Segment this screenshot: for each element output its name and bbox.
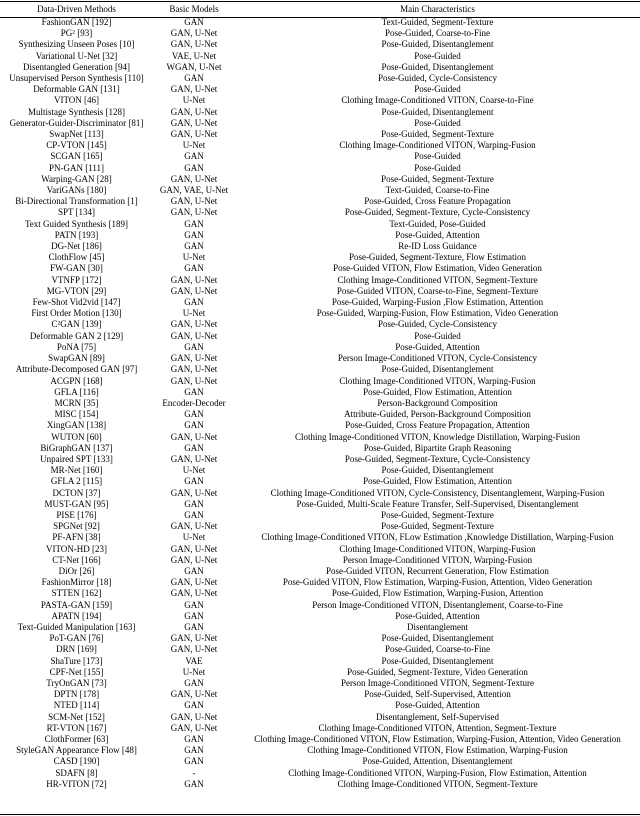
- basic-models-cell: GAN: [184, 756, 204, 767]
- method-cell: PISE [176]: [56, 509, 97, 520]
- table-body: [0, 17, 640, 790]
- table-row: [0, 476, 640, 487]
- method-cell: Few-Shot Vid2vid [147]: [32, 297, 121, 308]
- basic-models-cell: GAN, U-Net: [170, 453, 218, 464]
- basic-models-cell: GAN: [184, 263, 204, 274]
- method-cell: Attribute-Decomposed GAN [97]: [15, 364, 138, 375]
- characteristics-cell: Disentanglement, Self-Supervised: [376, 711, 499, 722]
- method-cell: Deformable GAN [131]: [33, 84, 120, 95]
- table-row: [0, 207, 640, 218]
- basic-models-cell: GAN, U-Net: [170, 722, 218, 733]
- method-cell: Generator-Guider-Discriminator [81]: [9, 117, 144, 128]
- characteristics-cell: Pose-Guided, Disentanglement: [381, 465, 494, 476]
- characteristics-cell: Pose-Guided, Attention: [395, 610, 480, 621]
- characteristics-cell: Clothing Image-Conditioned VITON, FLow Estimation ,Knowledge Distillation, Warping-Fusion: [261, 532, 614, 543]
- characteristics-cell: Pose-Guided, Attention: [395, 700, 480, 711]
- method-cell: BiGraphGAN [137]: [40, 442, 113, 453]
- characteristics-cell: Person-Background Composition: [377, 397, 498, 408]
- characteristics-cell: Pose-Guided, Attention, Disentanglement: [362, 756, 513, 767]
- method-cell: Unsupervised Person Synthesis [110]: [9, 73, 144, 84]
- table-row: [0, 420, 640, 431]
- method-cell: ShaTure [173]: [50, 655, 103, 666]
- method-cell: APATN [194]: [51, 610, 102, 621]
- characteristics-cell: Pose-Guided, Disentanglement: [381, 364, 494, 375]
- characteristics-cell: Pose-Guided, Segment-Texture: [381, 173, 494, 184]
- basic-models-cell: GAN: [184, 677, 204, 688]
- header-row: [0, 2, 640, 17]
- characteristics-cell: Pose-Guided, Flow Estimation, Warping-Fusion, Attention: [331, 588, 544, 599]
- characteristics-cell: Pose-Guided: [414, 162, 461, 173]
- basic-models-cell: GAN, U-Net: [170, 644, 218, 655]
- method-cell: FW-GAN [30]: [50, 263, 103, 274]
- method-cell: SwapGAN [89]: [48, 353, 105, 364]
- basic-models-cell: GAN, U-Net: [170, 285, 218, 296]
- basic-models-cell: GAN, U-Net: [170, 554, 218, 565]
- characteristics-cell: Person Image-Conditioned VITON, Disentanglement, Coarse-to-Fine: [312, 599, 563, 610]
- method-cell: CT-Net [166]: [52, 554, 101, 565]
- table-row: [0, 107, 640, 118]
- table-row: [0, 174, 640, 185]
- characteristics-cell: Pose-Guided, Attention: [395, 229, 480, 240]
- method-cell: PoNA [75]: [56, 341, 97, 352]
- table-row: [0, 353, 640, 364]
- basic-models-cell: GAN: [184, 621, 204, 632]
- basic-models-cell: GAN, U-Net: [170, 274, 218, 285]
- method-cell: GFLA [116]: [54, 386, 99, 397]
- basic-models-cell: GAN: [184, 700, 204, 711]
- table-row: [0, 745, 640, 756]
- method-cell: CP-VTON [145]: [46, 140, 107, 151]
- table-row: [0, 342, 640, 353]
- method-cell: VariGANs [180]: [46, 185, 107, 196]
- method-cell: FashionGAN [192]: [41, 17, 112, 27]
- method-cell: XingGAN [138]: [46, 420, 107, 431]
- method-cell: Variational U-Net [32]: [35, 50, 118, 61]
- basic-models-cell: GAN: [184, 565, 204, 576]
- characteristics-cell: Attribute-Guided, Person-Background Composition: [344, 409, 531, 420]
- characteristics-cell: Text-Guided, Pose-Guided: [389, 218, 486, 229]
- method-cell: SCGAN [165]: [50, 151, 103, 162]
- method-cell: TryOnGAN [73]: [46, 677, 107, 688]
- characteristics-cell: Pose-Guided, Disentanglement: [381, 61, 494, 72]
- basic-models-cell: GAN, U-Net: [170, 431, 218, 442]
- basic-models-cell: GAN, U-Net: [170, 711, 218, 722]
- basic-models-cell: GAN: [184, 17, 204, 27]
- method-cell: VITON [46]: [53, 95, 100, 106]
- characteristics-cell: Pose-Guided: [414, 50, 461, 61]
- characteristics-cell: Pose-Guided, Cross Feature Propagation: [364, 196, 511, 207]
- characteristics-cell: Pose-Guided, Bipartite Graph Reasoning: [363, 442, 512, 453]
- table-row: [0, 275, 640, 286]
- table-row: [0, 84, 640, 95]
- method-cell: DG-Net [186]: [51, 241, 102, 252]
- basic-models-cell: WGAN, U-Net: [166, 61, 222, 72]
- basic-models-cell: GAN: [184, 498, 204, 509]
- method-cell: DRN [169]: [56, 644, 97, 655]
- basic-models-cell: GAN: [184, 218, 204, 229]
- table-row: [0, 387, 640, 398]
- characteristics-cell: Pose-Guided, Segment-Texture: [381, 521, 494, 532]
- characteristics-cell: Pose-Guided, Flow Estimation, Attention: [363, 476, 512, 487]
- characteristics-cell: Pose-Guided: [414, 84, 461, 95]
- characteristics-cell: Clothing Image-Conditioned VITON, Attention, Segment-Texture: [318, 722, 557, 733]
- table-row: [0, 656, 640, 667]
- method-cell: MUST-GAN [95]: [44, 498, 109, 509]
- characteristics-cell: Re-ID Loss Guidance: [398, 241, 477, 252]
- basic-models-cell: GAN, U-Net: [170, 39, 218, 50]
- table-row: [0, 644, 640, 655]
- characteristics-cell: Clothing Image-Conditioned VITON, Flow Estimation, Warping-Fusion, Attention, Video Generation: [254, 734, 621, 744]
- table-row: [0, 185, 640, 196]
- table-row: [0, 308, 640, 319]
- basic-models-cell: GAN: [184, 599, 204, 610]
- basic-models-cell: GAN, U-Net: [170, 521, 218, 532]
- basic-models-cell: GAN: [184, 151, 204, 162]
- characteristics-cell: Pose-Guided, Cross Feature Propagation, Attention: [345, 420, 530, 431]
- method-cell: VITON-HD [23]: [45, 543, 108, 554]
- table-row: [0, 577, 640, 588]
- method-cell: GFLA 2 [115]: [50, 476, 103, 487]
- basic-models-cell: GAN, U-Net: [170, 28, 218, 39]
- characteristics-cell: Text-Guided, Segment-Texture: [381, 17, 494, 27]
- header-basic-models: Basic Models: [169, 4, 219, 14]
- basic-models-cell: U-Net: [182, 252, 206, 263]
- method-cell: MISC [154]: [54, 409, 99, 420]
- method-cell: STTEN [162]: [51, 588, 102, 599]
- characteristics-cell: Clothing Image-Conditioned VITON, Knowledge Distillation, Warping-Fusion: [294, 431, 580, 442]
- basic-models-cell: GAN: [184, 420, 204, 431]
- table-row: [0, 319, 640, 330]
- table-row: [0, 521, 640, 532]
- characteristics-cell: Disentanglement: [407, 621, 468, 632]
- characteristics-cell: Pose-Guided VITON, Flow Estimation, Warping-Fusion, Attention, Video Generation: [282, 577, 593, 588]
- table-row: [0, 678, 640, 689]
- table-row: [0, 566, 640, 577]
- basic-models-cell: GAN, U-Net: [170, 633, 218, 644]
- characteristics-cell: Pose-Guided, Disentanglement: [381, 633, 494, 644]
- basic-models-cell: GAN, U-Net: [170, 543, 218, 554]
- method-cell: PASTA-GAN [159]: [40, 599, 113, 610]
- method-cell: Disentangled Generation [94]: [23, 61, 130, 72]
- basic-models-cell: U-Net: [182, 465, 206, 476]
- method-cell: MCRN [35]: [54, 397, 99, 408]
- table-row: [0, 712, 640, 723]
- characteristics-cell: Clothing Image-Conditioned VITON, Warping-Fusion: [339, 543, 536, 554]
- characteristics-cell: Pose-Guided: [414, 117, 461, 128]
- basic-models-cell: U-Net: [182, 666, 206, 677]
- table-row: [0, 364, 640, 375]
- method-cell: C²GAN [139]: [51, 319, 102, 330]
- method-cell: SDAFN [8]: [55, 767, 98, 778]
- characteristics-cell: Pose-Guided, Segment-Texture: [381, 129, 494, 140]
- characteristics-cell: Clothing Image-Conditioned VITON, Warping-Fusion, Flow Estimation, Attention: [288, 767, 587, 778]
- table-row: [0, 465, 640, 476]
- table-row: [0, 768, 640, 779]
- method-cell: MR-Net [160]: [50, 465, 103, 476]
- characteristics-cell: Pose-Guided, Segment-Texture, Flow Estimation: [348, 252, 527, 263]
- table-row: [0, 219, 640, 230]
- method-cell: ClothFlow [45]: [48, 252, 105, 263]
- basic-models-cell: GAN, U-Net: [170, 106, 218, 117]
- table-row: [0, 398, 640, 409]
- method-cell: SPT [134]: [57, 207, 96, 218]
- characteristics-cell: Pose-Guided, Cycle-Consistency: [378, 319, 497, 330]
- method-cell: Multistage Synthesis [128]: [28, 106, 125, 117]
- characteristics-cell: Pose-Guided VITON, Coarse-to-Fine, Segment-Texture: [336, 285, 539, 296]
- basic-models-cell: GAN, U-Net: [170, 353, 218, 364]
- basic-models-cell: GAN: [184, 341, 204, 352]
- method-cell: SwapNet [113]: [49, 129, 104, 140]
- characteristics-cell: Pose-Guided, Flow Estimation, Attention: [363, 386, 512, 397]
- table-row: [0, 230, 640, 241]
- characteristics-cell: Pose-Guided, Warping-Fusion, Flow Estimation, Video Generation: [316, 308, 559, 319]
- characteristics-cell: Pose-Guided, Self-Supervised, Attention: [364, 689, 511, 700]
- method-cell: SCM-Net [152]: [48, 711, 105, 722]
- basic-models-cell: GAN: [184, 229, 204, 240]
- method-cell: PoT-GAN [76]: [49, 633, 104, 644]
- method-cell: DCTON [37]: [52, 487, 101, 498]
- basic-models-cell: GAN, U-Net: [170, 487, 218, 498]
- characteristics-cell: Pose-Guided VITON, Flow Estimation, Video Generation: [333, 263, 542, 274]
- table-row: [0, 376, 640, 387]
- method-cell: PN-GAN [111]: [48, 162, 105, 173]
- table-row: [0, 600, 640, 611]
- method-cell: Bi-Directional Transformation [1]: [15, 196, 138, 207]
- characteristics-cell: Clothing Image-Conditioned VITON, Segment-Texture: [337, 778, 538, 789]
- method-cell: VTNFP [172]: [51, 274, 102, 285]
- method-cell: First Order Motion [130]: [31, 308, 122, 319]
- table-row: [0, 140, 640, 151]
- basic-models-cell: GAN, U-Net: [170, 196, 218, 207]
- basic-models-cell: GAN: [184, 509, 204, 520]
- table-row: [0, 555, 640, 566]
- table-row: [0, 622, 640, 633]
- table-row: [0, 510, 640, 521]
- basic-models-cell: GAN, U-Net: [170, 689, 218, 700]
- method-cell: Text-Guided Manipulation [163]: [17, 621, 136, 632]
- methods-table: [0, 2, 640, 790]
- characteristics-cell: Pose-Guided, Multi-Scale Feature Transfer, Self-Supervised, Disentanglement: [296, 498, 579, 509]
- characteristics-cell: Pose-Guided, Segment-Texture, Video Generation: [347, 666, 528, 677]
- method-cell: NTED [114]: [53, 700, 100, 711]
- basic-models-cell: GAN: [184, 297, 204, 308]
- table-row: [0, 689, 640, 700]
- characteristics-cell: Pose-Guided, Coarse-to-Fine: [385, 28, 490, 39]
- table-row: [0, 499, 640, 510]
- table-row: [0, 700, 640, 711]
- basic-models-cell: -: [192, 767, 196, 778]
- method-cell: PF-AFN [38]: [52, 532, 101, 543]
- table-row: [0, 532, 640, 543]
- basic-models-cell: GAN: [184, 610, 204, 621]
- basic-models-cell: U-Net: [182, 95, 206, 106]
- method-cell: StyleGAN Appearance Flow [48]: [16, 745, 137, 756]
- basic-models-cell: GAN, VAE, U-Net: [159, 185, 229, 196]
- characteristics-cell: Pose-Guided, Cycle-Consistency: [378, 73, 497, 84]
- method-cell: Synthesizing Unseen Poses [10]: [18, 39, 135, 50]
- method-cell: Warping-GAN [28]: [41, 173, 112, 184]
- table-row: [0, 667, 640, 678]
- method-cell: Deformable GAN 2 [129]: [29, 330, 124, 341]
- table-row: [0, 286, 640, 297]
- method-cell: MG-VTON [29]: [46, 285, 107, 296]
- table-row: [0, 28, 640, 39]
- basic-models-cell: U-Net: [182, 140, 206, 151]
- basic-models-cell: U-Net: [182, 308, 206, 319]
- characteristics-cell: Clothing Image-Conditioned VITON, Segment-Texture: [337, 274, 538, 285]
- basic-models-cell: Encoder-Decoder: [162, 397, 226, 408]
- method-cell: CASD [190]: [53, 756, 100, 767]
- basic-models-cell: GAN, U-Net: [170, 129, 218, 140]
- table-row: [0, 443, 640, 454]
- table-row: [0, 17, 640, 28]
- characteristics-cell: Pose-Guided: [414, 330, 461, 341]
- characteristics-cell: Pose-Guided, Disentanglement: [381, 106, 494, 117]
- basic-models-cell: GAN, U-Net: [170, 319, 218, 330]
- method-cell: DPTN [178]: [53, 689, 100, 700]
- basic-models-cell: GAN: [184, 442, 204, 453]
- table-row: [0, 118, 640, 129]
- header-methods: Data-Driven Methods: [37, 4, 116, 14]
- table-row: [0, 611, 640, 622]
- table-row: [0, 252, 640, 263]
- basic-models-cell: GAN, U-Net: [170, 207, 218, 218]
- method-cell: DiOr [26]: [58, 565, 95, 576]
- method-cell: ClothFormer [63]: [44, 734, 109, 744]
- basic-models-cell: GAN: [184, 386, 204, 397]
- table-row: [0, 51, 640, 62]
- basic-models-cell: GAN: [184, 745, 204, 756]
- characteristics-cell: Text-Guided, Coarse-to-Fine: [385, 185, 490, 196]
- characteristics-cell: Pose-Guided, Segment-Texture: [381, 509, 494, 520]
- method-cell: Text Guided Synthesis [189]: [24, 218, 129, 229]
- characteristics-cell: Clothing Image-Conditioned VITON, Warping-Fusion: [339, 375, 536, 386]
- method-cell: ACGPN [168]: [50, 375, 103, 386]
- table-row: [0, 331, 640, 342]
- characteristics-cell: Pose-Guided, Disentanglement: [381, 655, 494, 666]
- method-cell: PATN [193]: [54, 229, 99, 240]
- basic-models-cell: GAN, U-Net: [170, 173, 218, 184]
- table-row: [0, 196, 640, 207]
- table-row: [0, 488, 640, 499]
- basic-models-cell: GAN, U-Net: [170, 330, 218, 341]
- method-cell: RT-VTON [167]: [46, 722, 107, 733]
- method-cell: PG² [93]: [60, 28, 93, 39]
- table-row: [0, 151, 640, 162]
- basic-models-cell: VAE: [185, 655, 203, 666]
- table-bottom-rule: [0, 814, 640, 815]
- table-row: [0, 723, 640, 734]
- basic-models-cell: U-Net: [182, 532, 206, 543]
- table-row: [0, 779, 640, 790]
- table-row: [0, 544, 640, 555]
- table-row: [0, 756, 640, 767]
- characteristics-cell: Pose-Guided, Segment-Texture, Cycle-Consistency: [344, 207, 531, 218]
- characteristics-cell: Pose-Guided, Attention: [395, 341, 480, 352]
- basic-models-cell: GAN: [184, 73, 204, 84]
- characteristics-cell: Person Image-Conditioned VITON, Segment-Texture: [341, 677, 534, 688]
- basic-models-cell: GAN: [184, 162, 204, 173]
- header-main-characteristics: Main Characteristics: [400, 4, 475, 14]
- method-cell: Unpaired SPT [133]: [40, 453, 113, 464]
- basic-models-cell: GAN: [184, 241, 204, 252]
- basic-models-cell: GAN: [184, 409, 204, 420]
- characteristics-cell: Clothing Image-Conditioned VITON, Coarse-to-Fine: [341, 95, 534, 106]
- table-row: [0, 454, 640, 465]
- method-cell: CPF-Net [155]: [49, 666, 104, 677]
- table-row: [0, 432, 640, 443]
- characteristics-cell: Clothing Image-Conditioned VITON, Cycle-Consistency, Disentanglement, Warping-Fusion: [270, 487, 605, 498]
- table-row: [0, 62, 640, 73]
- basic-models-cell: GAN: [184, 476, 204, 487]
- table-row: [0, 263, 640, 274]
- method-cell: HR-VITON [72]: [46, 778, 107, 789]
- table-row: [0, 95, 640, 106]
- table-row: [0, 297, 640, 308]
- table-row: [0, 588, 640, 599]
- table-row: [0, 633, 640, 644]
- characteristics-cell: Clothing Image-Conditioned VITON, Flow Estimation, Warping-Fusion: [307, 745, 568, 756]
- basic-models-cell: GAN: [184, 734, 204, 744]
- basic-models-cell: GAN, U-Net: [170, 577, 218, 588]
- method-cell: SPGNet [92]: [53, 521, 100, 532]
- table-row: [0, 163, 640, 174]
- method-cell: FashionMirror [18]: [41, 577, 112, 588]
- characteristics-cell: Pose-Guided, Segment-Texture, Cycle-Consistency: [344, 453, 531, 464]
- characteristics-cell: Pose-Guided, Disentanglement: [381, 39, 494, 50]
- table-row: [0, 129, 640, 140]
- table-row: [0, 73, 640, 84]
- characteristics-cell: Person Image-Conditioned VITON, Warping-Fusion: [342, 554, 533, 565]
- table-row: [0, 409, 640, 420]
- table-row: [0, 734, 640, 745]
- characteristics-cell: Clothing Image-Conditioned VITON, Warping-Fusion: [339, 140, 536, 151]
- table-row: [0, 39, 640, 50]
- basic-models-cell: VAE, U-Net: [171, 50, 217, 61]
- basic-models-cell: GAN, U-Net: [170, 84, 218, 95]
- characteristics-cell: Pose-Guided: [414, 151, 461, 162]
- basic-models-cell: GAN, U-Net: [170, 117, 218, 128]
- basic-models-cell: GAN: [184, 778, 204, 789]
- basic-models-cell: GAN, U-Net: [170, 364, 218, 375]
- basic-models-cell: GAN, U-Net: [170, 375, 218, 386]
- characteristics-cell: Person Image-Conditioned VITON, Cycle-Consistency: [337, 353, 538, 364]
- characteristics-cell: Pose-Guided, Warping-Fusion ,Flow Estimation, Attention: [331, 297, 544, 308]
- basic-models-cell: GAN, U-Net: [170, 588, 218, 599]
- method-cell: WUTON [60]: [51, 431, 102, 442]
- characteristics-cell: Pose-Guided, Coarse-to-Fine: [385, 644, 490, 655]
- table-row: [0, 241, 640, 252]
- characteristics-cell: Pose-Guided VITON, Recurrent Generation, Flow Estimation: [326, 565, 549, 576]
